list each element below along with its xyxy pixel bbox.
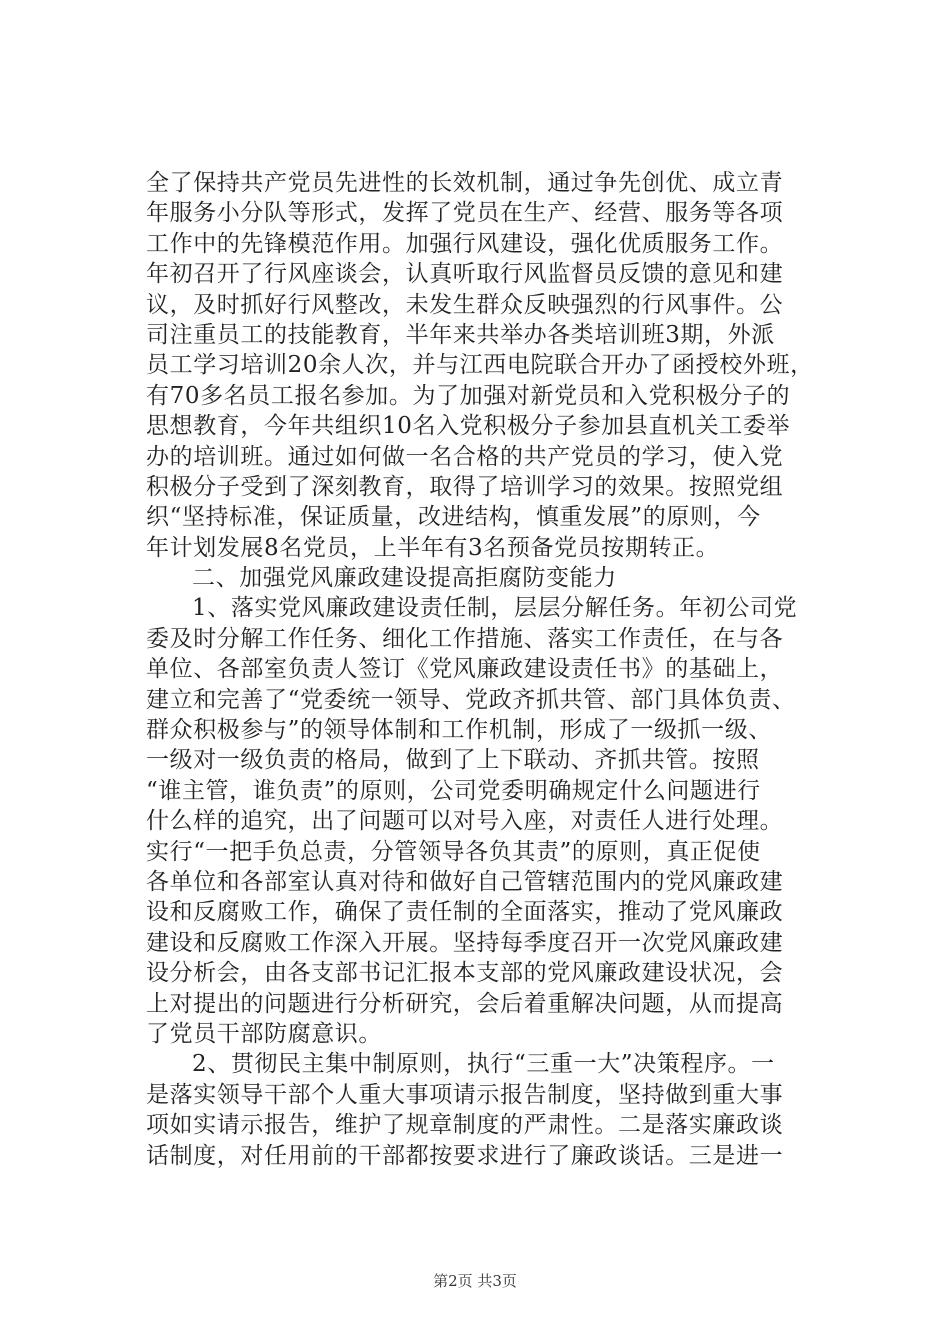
text-line: 织“坚持标准，保证质量，改进结构，慎重发展”的原则，今 [146,504,761,531]
text-line: 委及时分解工作任务、细化工作措施、落实工作责任，在与各 [146,625,784,652]
text-line: 年初召开了行风座谈会，认真听取行风监督员反馈的意见和建 [146,261,784,288]
section-heading: 二、加强党风廉政建设提高拒腐防变能力 [192,565,617,592]
text-line: 建设和反腐败工作深入开展。坚持每季度召开一次党风廉政建 [146,929,784,956]
text-line: 办的培训班。通过如何做一名合格的共产党员的学习，使入党 [146,443,784,470]
text-line: 员工学习培训20余人次，并与江西电院联合开办了函授校外班， [146,352,814,379]
text-line: “谁主管，谁负责”的原则，公司党委明确规定什么问题进行 [146,777,761,804]
text-line: 有70多名员工报名参加。为了加强对新党员和入党积极分子的 [146,382,791,409]
text-line: 设和反腐败工作，确保了责任制的全面落实，推动了党风廉政 [146,899,784,926]
document-body [146,168,836,1171]
text-line: 群众积极参与”的领导体制和工作机制，形成了一级抓一级、 [146,717,772,744]
text-line: 年服务小分队等形式，发挥了党员在生产、经营、服务等各项 [146,200,784,227]
text-line: 上对提出的问题进行分析研究，会后着重解决问题，从而提高 [146,990,784,1017]
text-line: 了党员干部防腐意识。 [146,1020,382,1047]
text-line: 什么样的追究，出了问题可以对号入座，对责任人进行处理。 [146,808,784,835]
text-line: 议，及时抓好行风整改，未发生群众反映强烈的行风事件。公 [146,291,784,318]
text-line: 司注重员工的技能教育，半年来共举办各类培训班3期，外派 [146,321,775,348]
text-line: 工作中的先锋模范作用。加强行风建设，强化优质服务工作。 [146,230,784,257]
text-line: 建立和完善了“党委统一领导、党政齐抓共管、部门具体负责、 [146,686,796,713]
text-line: 各单位和各部室认真对待和做好自己管辖范围内的党风廉政建 [146,868,784,895]
text-line: 年计划发展8名党员，上半年有3名预备党员按期转正。 [146,534,720,561]
text-line: 话制度，对任用前的干部都按要求进行了廉政谈话。三是进一 [146,1142,784,1169]
text-line: 积极分子受到了深刻教育，取得了培训学习的效果。按照党组 [146,473,784,500]
text-line: 全了保持共产党员先进性的长效机制，通过争先创优、成立青 [146,170,784,196]
text-line: 项如实请示报告，维护了规章制度的严肃性。二是落实廉政谈 [146,1112,784,1139]
text-line: 思想教育，今年共组织10名入党积极分子参加县直机关工委举 [146,413,791,440]
text-line: 是落实领导干部个人重大事项请示报告制度，坚持做到重大事 [146,1081,784,1108]
page-footer: 第2页 共3页 [433,1272,517,1290]
paragraph-start-line: 2、贯彻民主集中制原则，执行“三重一大”决策程序。一 [192,1051,775,1078]
paragraph-start-line: 1、落实党风廉政建设责任制，层层分解任务。年初公司党 [192,595,798,622]
text-line: 设分析会，由各支部书记汇报本支部的党风廉政建设状况，会 [146,960,784,987]
text-line: 一级对一级负责的格局，做到了上下联动、齐抓共管。按照 [146,747,760,774]
text-line: 单位、各部室负责人签订《党风廉政建设责任书》的基础上， [146,656,784,683]
text-line: 实行“一把手负总责，分管领导各负其责”的原则，真正促使 [146,838,761,865]
